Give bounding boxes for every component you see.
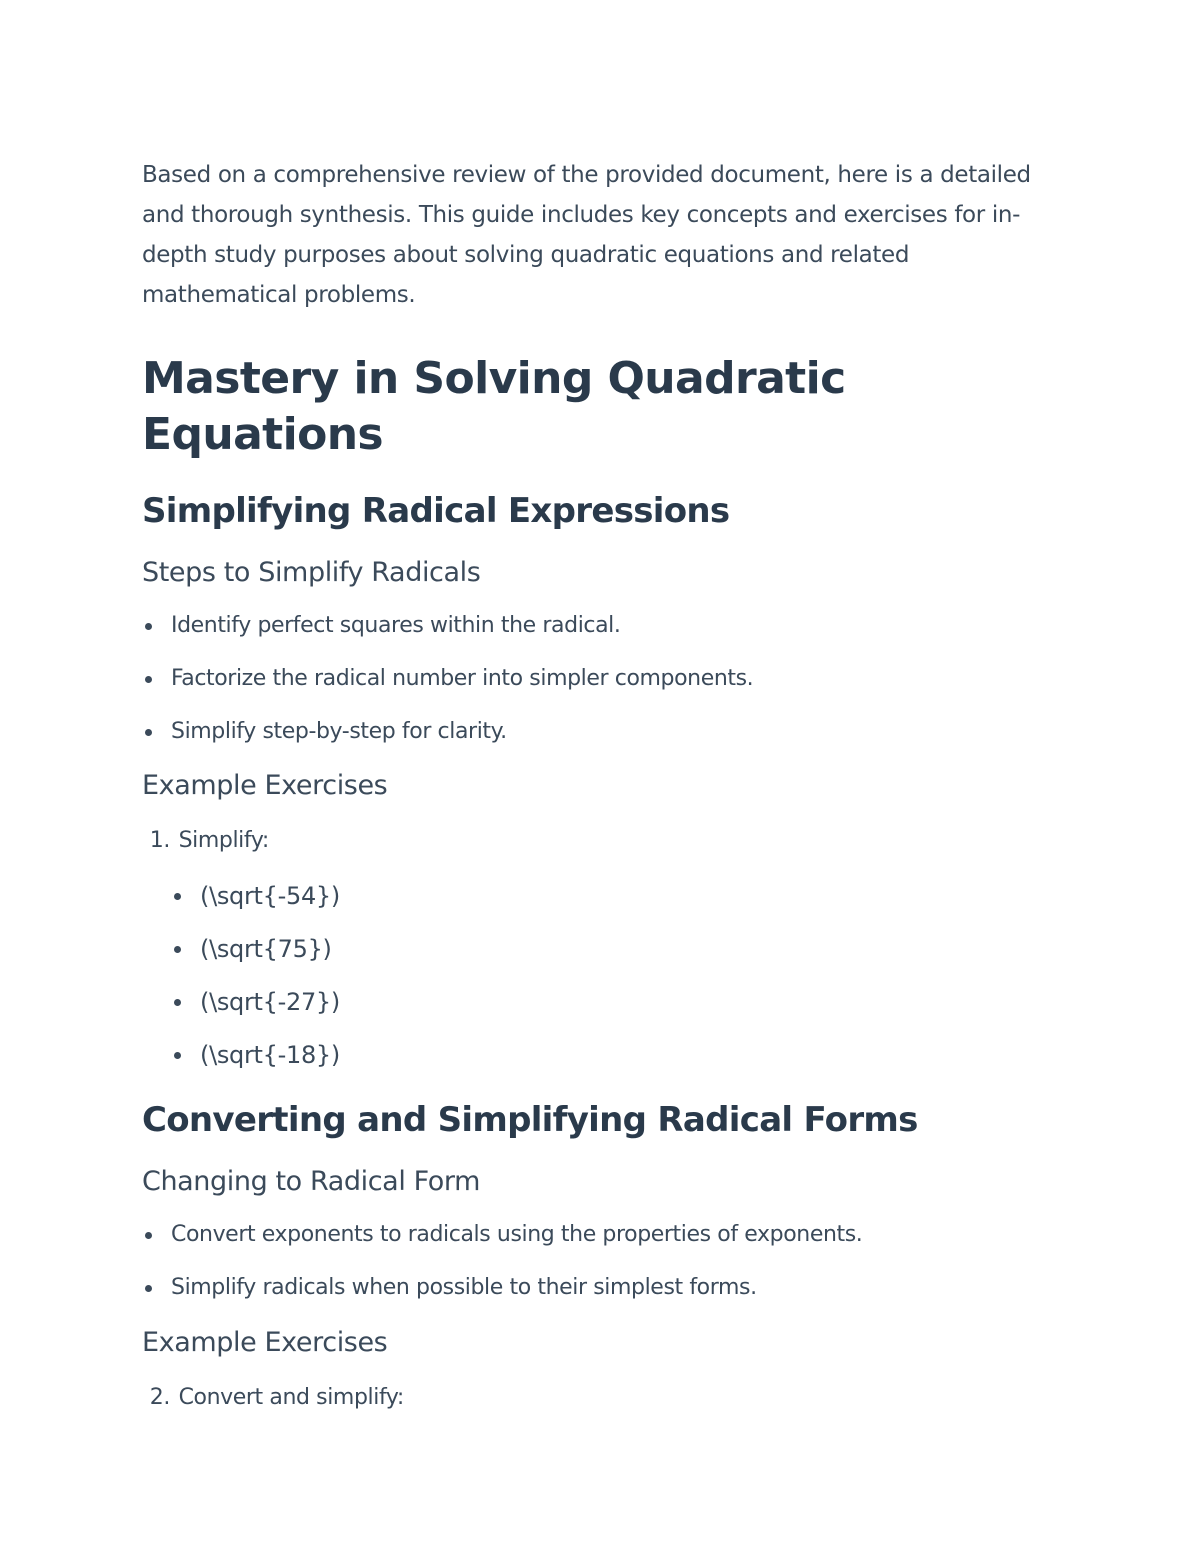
- subheading-example-exercises: Example Exercises: [142, 770, 388, 801]
- list-item: [142, 934, 1052, 964]
- exercise-label: Simplify:: [178, 828, 269, 853]
- list-item-text: Simplify radicals when possible to their simplest forms.: [171, 1275, 757, 1300]
- steps-list: [142, 1220, 1052, 1303]
- list-item-text: Factorize the radical number into simpler components.: [171, 666, 754, 691]
- list-item: [142, 717, 1052, 747]
- bullet-icon: [145, 1285, 152, 1292]
- bullet-icon: [174, 999, 181, 1006]
- list-item: [142, 611, 1052, 641]
- list-item: [142, 987, 1052, 1017]
- list-item: [142, 664, 1052, 694]
- exercise-item-text: (\sqrt{-54}): [200, 882, 340, 910]
- steps-list: [142, 611, 1052, 747]
- list-item-text: Convert exponents to radicals using the properties of exponents.: [171, 1222, 863, 1247]
- exercise-number: 2.: [149, 1385, 170, 1410]
- document-title: Mastery in Solving Quadratic Equations: [142, 353, 846, 460]
- section-heading-simplifying-radicals: Simplifying Radical Expressions: [142, 491, 730, 531]
- bullet-icon: [145, 623, 152, 630]
- intro-paragraph: Based on a comprehensive review of the provided document, here is a detailed and thorough synthesis. This guide includes key concepts and exercises for in-depth study purposes about solving quadratic equations and related mathematical problems.: [142, 162, 1031, 308]
- list-item: [142, 1220, 1052, 1250]
- exercise-1-items: [142, 881, 1052, 1070]
- subheading-steps-to-simplify: Steps to Simplify Radicals: [142, 557, 481, 588]
- list-item: [142, 881, 1052, 911]
- subheading-example-exercises: Example Exercises: [142, 1327, 388, 1358]
- exercise-label: Convert and simplify:: [178, 1385, 404, 1410]
- bullet-icon: [145, 676, 152, 683]
- bullet-icon: [145, 729, 152, 736]
- document-page: [142, 155, 1052, 1413]
- list-item: [142, 1273, 1052, 1303]
- bullet-icon: [174, 1052, 181, 1059]
- exercise-item-text: (\sqrt{-27}): [200, 988, 340, 1016]
- subheading-changing-to-radical-form: Changing to Radical Form: [142, 1166, 481, 1197]
- bullet-icon: [145, 1232, 152, 1239]
- bullet-icon: [174, 946, 181, 953]
- section-heading-converting-radicals: Converting and Simplifying Radical Forms: [142, 1100, 918, 1140]
- list-item-text: Identify perfect squares within the radical.: [171, 613, 621, 638]
- exercise-item-text: (\sqrt{-18}): [200, 1041, 340, 1069]
- list-item-text: Simplify step-by-step for clarity.: [171, 719, 507, 744]
- exercise-2: [142, 1383, 1052, 1413]
- bullet-icon: [174, 893, 181, 900]
- list-item: [142, 1040, 1052, 1070]
- exercise-1: [142, 826, 1052, 856]
- exercise-item-text: (\sqrt{75}): [200, 935, 332, 963]
- exercise-number: 1.: [149, 828, 170, 853]
